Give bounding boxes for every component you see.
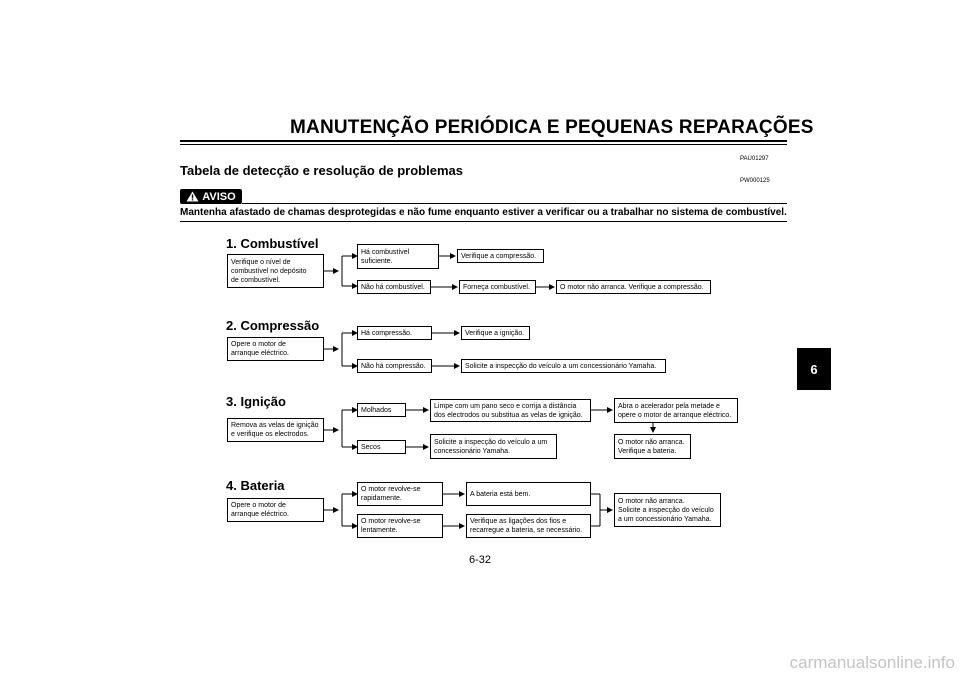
box-ignition-dealer-text: Solicite a inspecção do veículo a um concessionário Yamaha.: [434, 438, 548, 455]
box-recharge-battery-text: Verifique as ligações dos fios e recarregue a bateria, se necessário.: [470, 518, 583, 534]
box-fuel-check-text: Verifique o nível de combustível no depósito de combustível.: [231, 258, 307, 284]
box-check-battery: [614, 434, 691, 459]
box-battery-ok: [466, 482, 591, 506]
heading-fuel: 1. Combustível: [226, 236, 319, 251]
heading-compression: 2. Compressão: [226, 318, 320, 333]
box-no-fuel-text: Não há combustível.: [361, 283, 425, 291]
box-fuel-check: [227, 254, 324, 288]
section-title: Tabela de detecção e resolução de problemas: [180, 163, 463, 178]
box-ignition-dealer: [430, 434, 557, 459]
box-battery-dealer-text: O motor não arranca. Solicite a inspecção do veículo a um concessionário Yamaha.: [618, 497, 714, 523]
heading-battery: 4. Bateria: [226, 478, 285, 493]
box-check-ignition-text: Verifique a ignição.: [465, 329, 525, 337]
warning-text: Mantenha afastado de chamas desprotegidas e não fume enquanto estiver a verificar ou a trabalhar no sistema de combustível.: [180, 207, 787, 218]
box-ignition-start: [227, 418, 324, 442]
box-clean-plugs: [430, 399, 591, 422]
box-compression-dealer: [461, 359, 666, 373]
box-has-compression: [357, 326, 432, 340]
warning-code: PW000125: [740, 178, 770, 184]
box-no-compression-text: Não há compressão.: [361, 362, 426, 370]
page-title: MANUTENÇÃO PERIÓDICA E PEQUENAS REPARAÇÕES: [290, 117, 814, 138]
box-check-battery-text: O motor não arranca. Verifique a bateria.: [618, 438, 685, 455]
box-recharge-battery: [466, 514, 591, 538]
box-check-compression-text: Verifique a compressão.: [461, 252, 537, 260]
box-compression-start: [227, 337, 324, 361]
box-fuel-sufficient-text: Há combustível suficiente.: [361, 248, 410, 265]
box-clean-plugs-text: Limpe com um pano seco e corrija a distância dos electrodos ou substitua as velas de ignição.: [434, 402, 583, 419]
heading-ignition: 3. Ignição: [226, 394, 286, 409]
box-turns-fast: [357, 482, 443, 506]
box-supply-fuel-text: Forneça combustível.: [463, 283, 530, 291]
box-turns-slow-text: O motor revolve-se lentamente.: [361, 518, 421, 534]
box-battery-dealer: [614, 493, 721, 527]
box-open-throttle: [614, 398, 738, 423]
box-turns-slow: [357, 514, 443, 538]
box-dry: [357, 440, 406, 454]
watermark: carmanualsonline.info: [789, 653, 955, 672]
warning-label: AVISO: [202, 190, 236, 203]
box-battery-start-text: Opere o motor de arranque eléctrico.: [231, 502, 289, 518]
box-turns-fast-text: O motor revolve-se rapidamente.: [361, 486, 421, 502]
box-has-compression-text: Há compressão.: [361, 329, 412, 337]
box-compression-dealer-text: Solicite a inspecção do veículo a um concessionário Yamaha.: [465, 362, 657, 370]
box-check-compression: [457, 249, 544, 263]
chapter-tab[interactable]: 6: [797, 348, 831, 390]
box-fuel-sufficient: [357, 244, 439, 269]
box-ignition-start-text: Remova as velas de ignição e verifique os electrodos.: [231, 422, 319, 438]
box-check-ignition: [461, 326, 530, 340]
section-code: PAU01297: [740, 156, 769, 162]
box-no-compression: [357, 359, 432, 373]
box-battery-start: [227, 498, 324, 522]
box-open-throttle-text: Abra o acelerador pela metade e opere o motor de arranque eléctrico.: [618, 402, 732, 419]
box-wet: [357, 403, 406, 417]
box-no-fuel: [357, 280, 431, 294]
box-dry-text: Secos: [361, 443, 381, 451]
box-battery-ok-text: A bateria está bem.: [470, 490, 531, 498]
box-fuel-no-start: [556, 280, 711, 294]
page-number: 6-32: [468, 554, 492, 566]
box-wet-text: Molhados: [361, 406, 392, 414]
box-supply-fuel: [459, 280, 536, 294]
box-compression-start-text: Opere o motor de arranque eléctrico.: [231, 341, 289, 357]
box-fuel-no-start-text: O motor não arranca. Verifique a compressão.: [560, 283, 704, 291]
